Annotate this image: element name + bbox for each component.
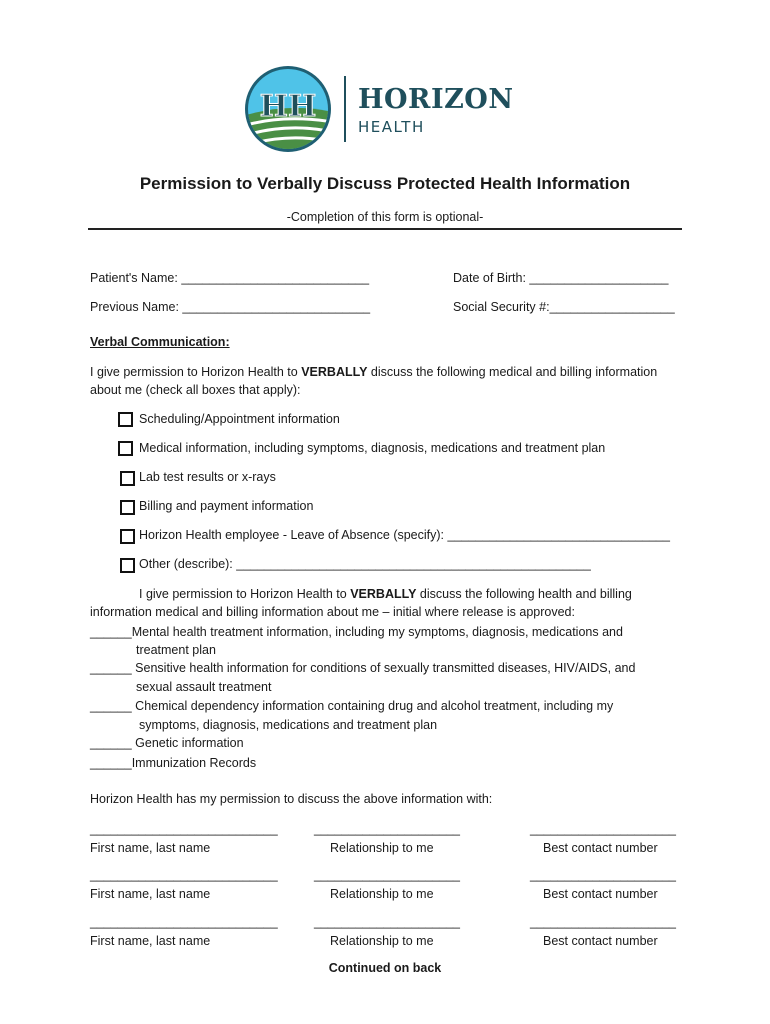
checkbox-icon[interactable]: [120, 471, 135, 486]
brand-sub: HEALTH: [358, 118, 425, 136]
contact2-phone-label: Best contact number: [543, 887, 658, 901]
horizon-health-logo: [243, 64, 333, 154]
checkbox-icon[interactable]: [120, 558, 135, 573]
checkbox-scheduling[interactable]: [118, 412, 133, 432]
checkbox-label-other[interactable]: Other (describe): ___________________________________________________: [139, 557, 591, 571]
checkbox-billing[interactable]: [120, 500, 135, 520]
checkbox-icon[interactable]: [118, 412, 133, 427]
initial-sensitive-health[interactable]: ______ Sensitive health information for conditions of sexually transmitted diseases, HIV/AIDS, and: [90, 661, 636, 675]
contact1-relationship-label: Relationship to me: [330, 841, 434, 855]
contact1-name-line[interactable]: ___________________________: [90, 822, 278, 836]
checkbox-label-scheduling: Scheduling/Appointment information: [139, 412, 340, 426]
form-title: Permission to Verbally Discuss Protected Health Information: [139, 174, 631, 193]
verbal-intro-line1: I give permission to Horizon Health to VERBALLY discuss the following medical and billing information: [90, 365, 658, 379]
initial-sensitive-health-cont: sexual assault treatment: [136, 680, 272, 694]
contact2-relationship-label: Relationship to me: [330, 887, 434, 901]
continued-on-back: Continued on back: [328, 961, 442, 975]
sensitive-intro-line2: information medical and billing information about me – initial where release is approved:: [90, 605, 575, 619]
initial-chemical-dependency[interactable]: ______ Chemical dependency information containing drug and alcohol treatment, including my: [90, 699, 614, 713]
verbal-intro-line2: about me (check all boxes that apply):: [90, 383, 301, 397]
initial-mental-health[interactable]: ______Mental health treatment information, including my symptoms, diagnosis, medications and: [90, 625, 623, 639]
title-divider: [88, 228, 682, 230]
checkbox-leave-of-absence[interactable]: [120, 529, 135, 549]
contact2-phone-line[interactable]: _____________________: [530, 868, 676, 882]
logo-monogram: HH: [259, 89, 317, 124]
initial-mental-health-cont: treatment plan: [136, 643, 216, 657]
contact2-name-line[interactable]: ___________________________: [90, 868, 278, 882]
previous-name-field[interactable]: Previous Name: ___________________________: [90, 300, 371, 314]
contact1-relationship-line[interactable]: _____________________: [314, 822, 460, 836]
checkbox-label-medical: Medical information, including symptoms, diagnosis, medications and treatment plan: [139, 441, 606, 455]
contact3-phone-line[interactable]: _____________________: [530, 915, 676, 929]
sensitive-intro-line1: I give permission to Horizon Health to VERBALLY discuss the following health and billing: [139, 587, 632, 601]
contact2-relationship-line[interactable]: _____________________: [314, 868, 460, 882]
contact1-phone-line[interactable]: _____________________: [530, 822, 676, 836]
logo-mark-icon: [243, 64, 333, 154]
logo-divider: [344, 76, 346, 142]
checkbox-icon[interactable]: [120, 500, 135, 515]
contacts-intro: Horizon Health has my permission to discuss the above information with:: [90, 792, 493, 806]
verbal-communication-heading: Verbal Communication:: [90, 335, 230, 349]
checkbox-medical[interactable]: [118, 441, 133, 461]
checkbox-label-leave-of-absence[interactable]: Horizon Health employee - Leave of Absence (specify): ________________________________: [139, 528, 670, 542]
date-of-birth-field[interactable]: Date of Birth: ____________________: [453, 271, 669, 285]
brand-name: HORIZON: [358, 84, 514, 115]
checkbox-label-billing: Billing and payment information: [139, 499, 314, 513]
contact3-phone-label: Best contact number: [543, 934, 658, 948]
checkbox-icon[interactable]: [120, 529, 135, 544]
contact3-name-label: First name, last name: [90, 934, 211, 948]
initial-genetic[interactable]: ______ Genetic information: [90, 736, 244, 750]
contact2-name-label: First name, last name: [90, 887, 211, 901]
patient-name-field[interactable]: Patient's Name: ___________________________: [90, 271, 370, 285]
contact3-name-line[interactable]: ___________________________: [90, 915, 278, 929]
contact3-relationship-line[interactable]: _____________________: [314, 915, 460, 929]
contact3-relationship-label: Relationship to me: [330, 934, 434, 948]
social-security-field[interactable]: Social Security #:__________________: [453, 300, 675, 314]
checkbox-lab-results[interactable]: [120, 471, 135, 491]
checkbox-label-lab-results: Lab test results or x-rays: [139, 470, 276, 484]
form-subtitle: -Completion of this form is optional-: [286, 210, 484, 224]
initial-chemical-dependency-cont: symptoms, diagnosis, medications and treatment plan: [139, 718, 438, 732]
checkbox-other[interactable]: [120, 558, 135, 578]
initial-immunization[interactable]: ______Immunization Records: [90, 756, 257, 770]
contact1-name-label: First name, last name: [90, 841, 211, 855]
checkbox-icon[interactable]: [118, 441, 133, 456]
contact1-phone-label: Best contact number: [543, 841, 658, 855]
